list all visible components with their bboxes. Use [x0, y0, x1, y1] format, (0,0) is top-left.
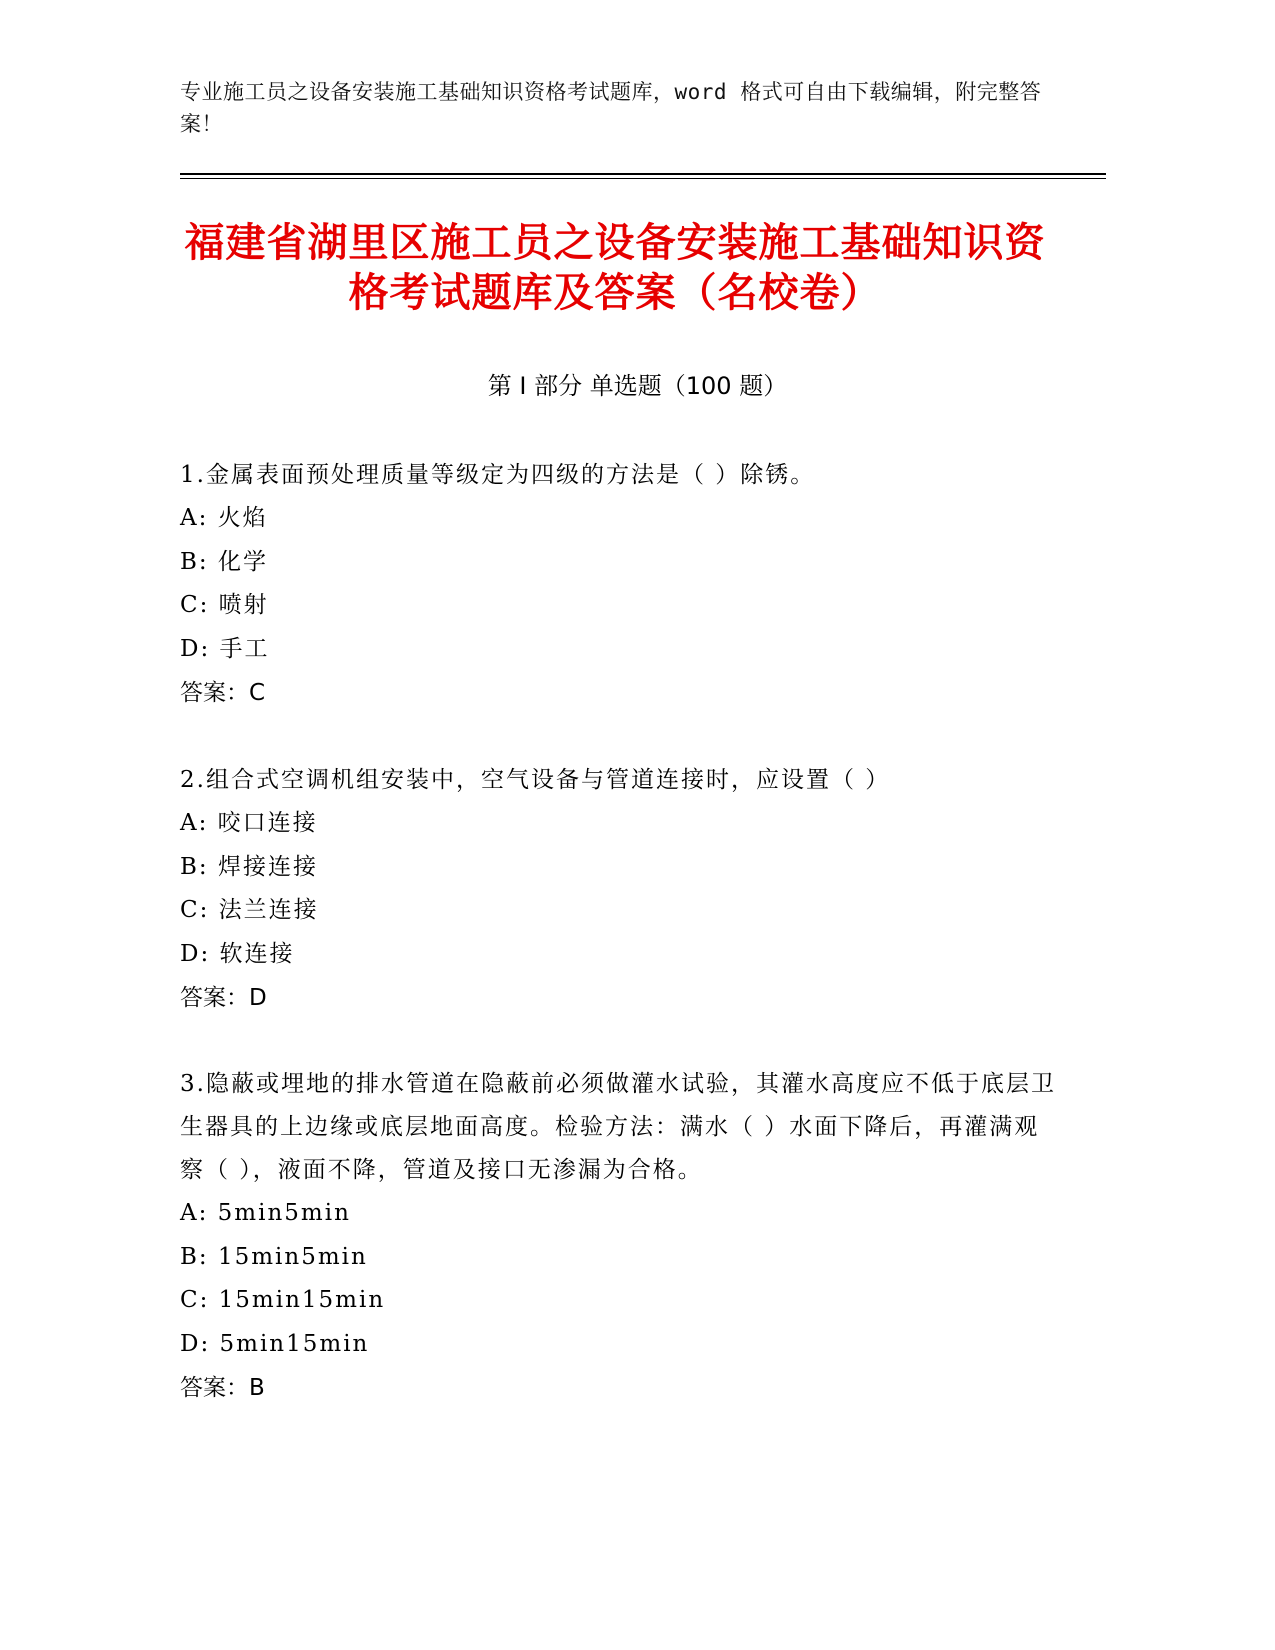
header-note: 专业施工员之设备安装施工基础知识资格考试题库，word 格式可自由下载编辑，附完整答案！: [180, 80, 1042, 136]
question-stem: 3.隐蔽或埋地的排水管道在隐蔽前必须做灌水试验，其灌水高度应不低于底层卫生器具的上边缘或底层地面高度。检验方法：满水（ ）水面下降后，再灌满观察（ ），液面不降，管道及接口无渗漏为合格。: [180, 1071, 1056, 1183]
option-a: A: 火焰: [180, 505, 268, 531]
option-b: B: 化学: [180, 548, 268, 575]
header-divider-thick: [180, 173, 1106, 175]
question-stem: 1.金属表面预处理质量等级定为四级的方法是（ ）除锈。: [180, 462, 816, 488]
option-c: C: 15min15min: [180, 1287, 386, 1313]
document-title: 福建省湖里区施工员之设备安装施工基础知识资格考试题库及答案（名校卷）: [184, 220, 1046, 316]
option-b: B: 焊接连接: [180, 853, 318, 880]
header-divider-thin: [180, 178, 1106, 179]
option-d: D: 5min15min: [180, 1330, 370, 1357]
section-heading: 第 I 部分 单选题（100 题）: [487, 372, 788, 400]
option-d: D: 软连接: [180, 940, 295, 967]
question-3: [180, 1063, 1060, 1410]
option-b: B: 15min5min: [180, 1243, 368, 1270]
answer: 答案：C: [180, 680, 266, 706]
question-2: [180, 759, 1060, 1020]
option-a: A: 咬口连接: [180, 810, 318, 836]
option-c: C: 喷射: [180, 592, 269, 618]
answer: 答案：B: [180, 1375, 265, 1401]
option-a: A: 5min5min: [180, 1200, 351, 1226]
answer: 答案：D: [180, 985, 267, 1011]
option-d: D: 手工: [180, 635, 270, 662]
question-1: [180, 454, 1060, 715]
option-c: C: 法兰连接: [180, 897, 319, 923]
question-stem: 2.组合式空调机组安装中，空气设备与管道连接时，应设置（ ）: [180, 767, 891, 793]
